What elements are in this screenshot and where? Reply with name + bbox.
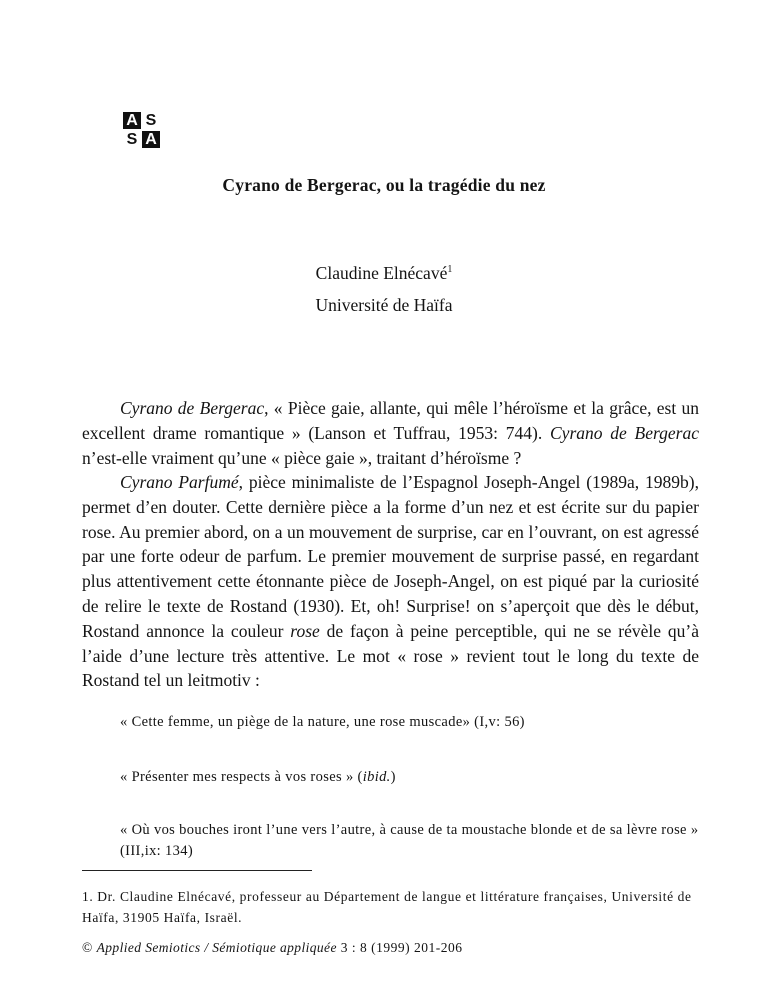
paragraph-text: de façon à peine perceptible, qui ne se révèle qu’à l’aide d’une lecture très attentive. Le mot « rose » revient tout le long du texte de Rostand tel un leitmotiv : — [82, 620, 699, 691]
block-quote: « Cette femme, un piège de la nature, une rose muscade» (I,v: 56) — [120, 714, 525, 730]
volume-reference: 3 : 8 (1999) 201-206 — [340, 940, 463, 955]
italic-title: Cyrano de Bergerac — [120, 398, 265, 418]
paragraph — [82, 396, 699, 470]
author-affiliation: Université de Haïfa — [315, 295, 453, 315]
journal-name: Applied Semiotics / Sémiotique appliquée — [96, 940, 337, 955]
author-line — [0, 254, 768, 289]
copyright-symbol: © — [82, 940, 93, 955]
block-quote — [120, 767, 700, 788]
italic-word: ibid. — [362, 769, 391, 785]
journal-logo — [123, 112, 169, 150]
italic-word: rose — [290, 620, 320, 641]
logo-letter: A — [123, 112, 141, 129]
footnote-divider — [82, 870, 312, 871]
italic-title: Cyrano Parfumé — [120, 472, 239, 492]
quote-text: « Présenter mes respects à vos roses » ( — [120, 769, 363, 785]
journal-citation — [82, 940, 462, 956]
block-quote: « Où vos bouches iront l’une vers l’autre, à cause de ta moustache blonde et de sa lèvre rose » (III,ix: 134) — [120, 822, 699, 859]
quote-text: ) — [390, 769, 396, 785]
paragraph-text: , pièce minimaliste de l’Espagnol Joseph-Angel (1989a, 1989b), permet d’en douter. Cette dernière pièce a la forme d’un nez et est écrite sur du papier rose. Au premier abord, on a un mouvement de surprise, car en l’ouvrant, on est agressé par une forte odeur de parfum. Le premier mouvement de surprise passé, en regardant plus attentivement cette étonnante pièce de Joseph-Angel, on est piqué par la curiosité de relire le texte de Rostand (1930). Et, oh! Surprise! on s’aperçoit que dès le début, Rostand annonce la couleur — [82, 472, 699, 641]
author-block — [0, 254, 768, 321]
paragraph-text: , « Pièce gaie, allante, qui mêle l’héroïsme et la grâce, est un excellent drame romantique » (Lanson et Tuffrau, 1953: 744). — [82, 398, 700, 443]
paragraph — [82, 470, 699, 693]
author-name: Claudine Elnécavé — [315, 263, 448, 283]
footnote-marker: 1 — [447, 264, 453, 275]
paragraph-text: n’est-elle vraiment qu’une « pièce gaie », traitant d’héroïsme ? — [82, 447, 522, 468]
italic-title: Cyrano de Bergerac — [550, 422, 699, 443]
logo-letter: S — [145, 112, 157, 129]
article-title: Cyrano de Bergerac, ou la tragédie du nez — [222, 175, 546, 195]
logo-letter: S — [126, 131, 138, 148]
logo-letter: A — [142, 131, 160, 148]
footnote: 1. Dr. Claudine Elnécavé, professeur au Département de langue et littérature françaises, Université de Haïfa, 31905 Haïfa, Israël. — [82, 889, 692, 925]
